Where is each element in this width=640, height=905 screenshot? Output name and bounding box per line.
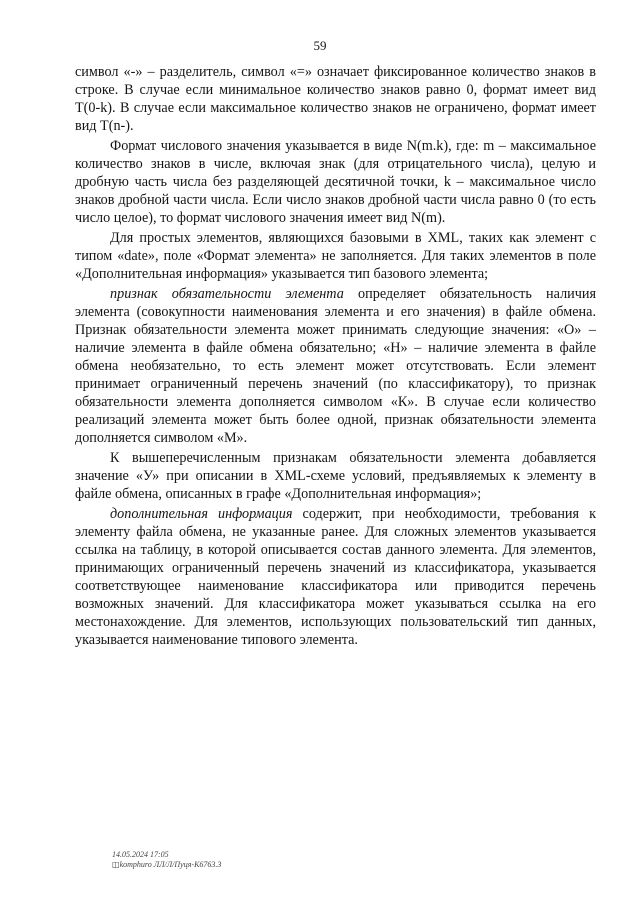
- paragraph-3-text: Для простых элементов, являющихся базовыми в XML, таких как элемент с типом «date», поле «Формат элемента» не заполняется. Для таких элементов в поле «Дополнительная информация» указывается тип базового элемента;: [75, 230, 596, 282]
- paragraph-6-term: дополнительная информация: [110, 506, 293, 522]
- paragraph-1: [75, 63, 596, 135]
- paragraph-2: [75, 137, 596, 227]
- print-timestamp: 14.05.2024 17:05: [112, 850, 169, 859]
- print-signature-text: komphuro ЛЛ/Л/Пуця-К6763.3: [119, 860, 222, 869]
- paragraph-2-text: Формат числового значения указывается в виде N(m.k), где: m – максимальное количество знаков в числе, включая знак (для отрицательного числа), целую и дробную часть числа без разделяющей десятичной точки, k – максимальное число знаков дробной части числа. Если число знаков дробной части числа равно 0 (то есть число целое), то формат числового значения имеет вид N(m).: [75, 138, 596, 226]
- paragraph-6-text: содержит, при необходимости, требования к элементу файла обмена, не указанные ранее. Для сложных элементов указывается ссылка на таблицу, в которой описывается состав данного элемента. Для элементов, принимающих ограниченный перечень значений из классификатора, указывается соответствующее наименование классификатора или приводится перечень возможных значений. Для классификатора может указываться ссылка на его местонахождение. Для элементов, использующих пользовательский тип данных, указывается наименование типового элемента.: [75, 506, 596, 648]
- document-icon: ◫: [112, 860, 120, 869]
- paragraph-4: [75, 285, 596, 447]
- page-number: 59: [313, 38, 327, 53]
- paragraph-5: [75, 449, 596, 503]
- print-signature-line: [112, 860, 221, 870]
- paragraph-1-text: символ «-» – разделитель, символ «=» означает фиксированное количество знаков в строке. В случае если минимальное количество знаков равно 0, формат имеет вид T(0-k). В случае если максимальное количество знаков не ограничено, формат имеет вид T(n-).: [75, 64, 596, 134]
- paragraph-3: [75, 229, 596, 283]
- paragraph-4-text: определяет обязательность наличия элемента (совокупности наименования элемента и его значения) в файле обмена. Признак обязательности элемента может принимать следующие значения: «О» – наличие элемента в файле обмена обязательно; «Н» – наличие элемента в файле обмена необязательно, то есть элемент может отсутствовать. Если элемент принимает ограниченный перечень значений (по классификатору), то признак обязательности элемента дополняется символом «К». В случае если количество реализаций элемента может быть более одной, признак обязательности элемента дополняется символом «М».: [75, 286, 596, 446]
- paragraph-4-term: признак обязательности элемента: [110, 286, 344, 302]
- paragraph-6: [75, 505, 596, 649]
- paragraph-5-text: К вышеперечисленным признакам обязательности элемента добавляется значение «У» при описании в XML-схеме условий, предъявляемых к элементу в файле обмена, описанных в графе «Дополнительная информация»;: [75, 450, 596, 502]
- print-footer: [112, 850, 221, 870]
- document-body: [75, 63, 596, 649]
